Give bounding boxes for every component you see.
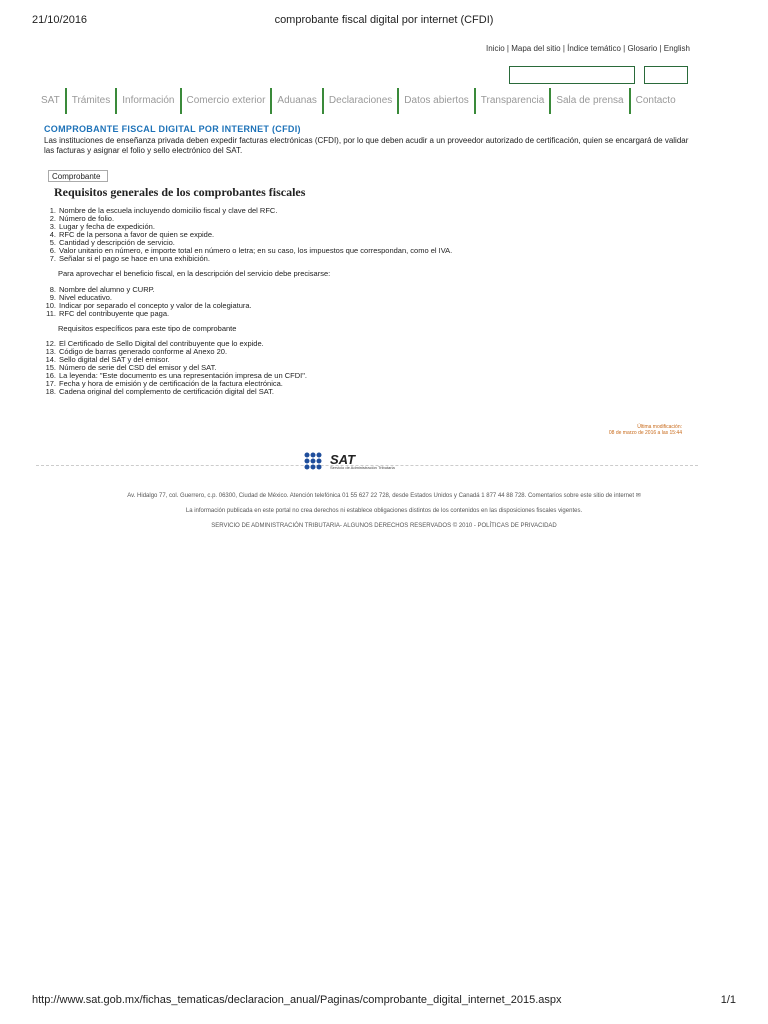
nav-item-contacto[interactable]: Contacto: [629, 88, 681, 114]
search-button[interactable]: [644, 66, 688, 84]
list-item: 2. Número de folio.: [49, 214, 115, 223]
list-item: 4. RFC de la persona a favor de quien se expide.: [49, 230, 215, 239]
section-title: Requisitos generales de los comprobantes fiscales: [54, 185, 306, 199]
list-item: 7. Señalar si el pago se hace en una exhibición.: [49, 254, 210, 263]
list-item: 17. Fecha y hora de emisión y de certificación de la factura electrónica.: [45, 379, 283, 388]
print-page: 1/1: [720, 994, 736, 1006]
list-item: 5. Cantidad y descripción de servicio.: [49, 238, 175, 247]
print-date: 21/10/2016: [32, 14, 88, 26]
intro-text: Las instituciones de enseñanza privada deben expedir facturas electrónicas (CFDI), por lo que deben acudir a un proveedor autorizado de certificación, quien se encargará de validar las facturas y asignar el folio y sello electrónico del SAT.: [44, 136, 689, 155]
nav-item-comercio-exterior[interactable]: Comercio exterior: [180, 88, 271, 114]
nav-item-informacion[interactable]: Información: [115, 88, 179, 114]
last-modified-label: Última modificación:: [637, 424, 682, 430]
print-header: [0, 14, 768, 30]
sat-logo-icon: [304, 452, 326, 470]
last-modified-date: 08 de marzo de 2016 a las 15:44: [608, 430, 682, 436]
list-item: 9. Nivel educativo.: [49, 293, 112, 302]
list-item: 15. Número de serie del CSD del emisor y del SAT.: [45, 363, 217, 372]
requirements-list-c: [44, 340, 700, 396]
list-item: 10. Indicar por separado el concepto y valor de la colegiatura.: [45, 301, 252, 310]
requirements-list-a: [44, 207, 700, 263]
nav-item-tramites[interactable]: Trámites: [65, 88, 116, 114]
sat-logo-text: SAT: [330, 452, 356, 467]
print-title: comprobante fiscal digital por internet (CFDI): [274, 14, 494, 26]
list-item: 6. Valor unitario en número, e importe total en número o letra; en su caso, los impuestos que correspondan, como el IVA.: [49, 246, 453, 255]
sat-logo[interactable]: [304, 452, 444, 472]
list-item: 1. Nombre de la escuela incluyendo domicilio fiscal y clave del RFC.: [49, 206, 278, 215]
nav-item-aduanas[interactable]: Aduanas: [270, 88, 321, 114]
print-url: http://www.sat.gob.mx/fichas_tematicas/declaracion_anual/Paginas/comprobante_digital_internet_2015.aspx: [32, 994, 562, 1006]
footer-disclaimer: La información publicada en este portal no crea derechos ni establece obligaciones distintos de los contenidos en las disposiciones fiscales vigentes.: [185, 508, 583, 514]
list-item: 11. RFC del contribuyente que paga.: [46, 309, 170, 318]
list-item: 16. La leyenda: "Este documento es una representación impresa de un CFDI".: [45, 371, 307, 380]
footer-address-text: Av. Hidalgo 77, col. Guerrero, c.p. 06300, Ciudad de México. Atención telefónica 01 55 627 22 728, desde Estados Unidos y Canadá 1 877 44 88 728. Comentarios sobre este sitio de internet: [127, 493, 635, 499]
list-item: 8. Nombre del alumno y CURP.: [49, 285, 155, 294]
search-input[interactable]: [509, 66, 635, 84]
comprobante-image: Comprobante: [48, 170, 108, 182]
list-item: 14. Sello digital del SAT y del emisor.: [45, 355, 170, 364]
list-item: 18. Cadena original del complemento de certificación digital del SAT.: [45, 387, 274, 396]
sat-logo-subtitle: Servicio de Administración Tributaria: [330, 465, 395, 470]
page-heading: COMPROBANTE FISCAL DIGITAL POR INTERNET (CFDI): [44, 124, 301, 134]
mail-icon[interactable]: ✉: [635, 493, 641, 499]
requirements-list-b: [44, 286, 700, 318]
nav-item-datos-abiertos[interactable]: Datos abiertos: [397, 88, 473, 114]
list-item: 12. El Certificado de Sello Digital del contribuyente que lo expide.: [45, 339, 264, 348]
main-nav: [36, 88, 696, 114]
list-item: 13. Código de barras generado conforme al Anexo 20.: [45, 347, 228, 356]
list-note: Requisitos específicos para este tipo de comprobante: [58, 324, 237, 333]
top-links[interactable]: Inicio | Mapa del sitio | Índice temático | Glosario | English: [486, 44, 690, 53]
footer-rights[interactable]: SERVICIO DE ADMINISTRACIÓN TRIBUTARIA- ALGUNOS DERECHOS RESERVADOS © 2010 - POLÍTICAS DE PRIVACIDAD: [211, 523, 557, 529]
nav-item-declaraciones[interactable]: Declaraciones: [322, 88, 397, 114]
footer-address: [0, 492, 768, 499]
nav-item-transparencia[interactable]: Transparencia: [474, 88, 550, 114]
list-note: Para aprovechar el beneficio fiscal, en la descripción del servicio debe precisarse:: [58, 269, 331, 278]
nav-item-sat[interactable]: SAT: [41, 95, 60, 106]
nav-item-sala-de-prensa[interactable]: Sala de prensa: [549, 88, 628, 114]
last-modified: [609, 424, 682, 436]
list-item: 3. Lugar y fecha de expedición.: [49, 222, 155, 231]
